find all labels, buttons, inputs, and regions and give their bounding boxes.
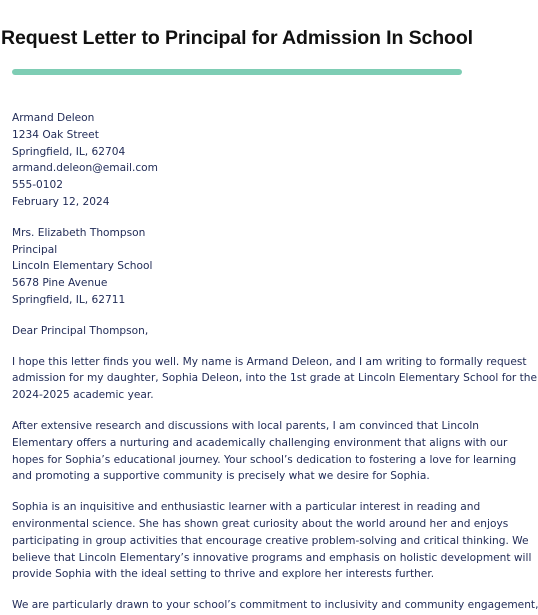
page-title: Request Letter to Principal for Admission In School [1, 27, 473, 49]
recipient-address-block [12, 225, 464, 309]
paragraph-line: participating in group activities that encourage creative problem-solving and critical thinking. We [12, 534, 529, 547]
paragraph-line: 2024-2025 academic year. [12, 389, 154, 402]
salutation-text: Dear Principal Thompson, [12, 324, 149, 337]
paragraph-4 [12, 597, 538, 614]
sender-address-block [12, 110, 464, 211]
recipient-city: Springfield, IL, 62711 [12, 293, 126, 306]
paragraph-line: believe that Lincoln Elementary’s innovative programs and emphasis on holistic development will [12, 551, 532, 564]
paragraph-line: I hope this letter finds you well. My name is Armand Deleon, and I am writing to formally request [12, 355, 527, 368]
paragraph-2 [12, 418, 517, 485]
recipient-street: 5678 Pine Avenue [12, 277, 108, 290]
paragraph-line: provide Sophia with the ideal setting to thrive and explore her interests further. [12, 568, 435, 581]
recipient-title: Principal [12, 243, 58, 256]
paragraph-3 [12, 499, 532, 583]
sender-street: 1234 Oak Street [12, 128, 99, 141]
paragraph-line: environmental science. She has shown great curiosity about the world around her and enjoys [12, 517, 509, 530]
paragraph-line: Sophia is an inquisitive and enthusiastic learner with a particular interest in reading and [12, 501, 481, 514]
recipient-name: Mrs. Elizabeth Thompson [12, 226, 146, 239]
sender-city: Springfield, IL, 62704 [12, 145, 126, 158]
paragraph-line: and promoting a supportive community is precisely what we desire for Sophia. [12, 470, 430, 483]
paragraph-line: After extensive research and discussions with local parents, I am convinced that Lincoln [12, 419, 480, 432]
paragraph-1 [12, 354, 538, 404]
sender-email: armand.deleon@email.com [12, 162, 158, 175]
salutation [12, 323, 464, 340]
paragraph-line: Elementary offers a nurturing and academically challenging environment that aligns with our [12, 436, 508, 449]
sender-name: Armand Deleon [12, 112, 95, 124]
recipient-school: Lincoln Elementary School [12, 260, 153, 273]
sender-phone: 555-0102 [12, 179, 64, 192]
paragraph-line: hopes for Sophia’s educational journey. Your school’s dedication to fostering a love for learning [12, 453, 517, 466]
letter-date: February 12, 2024 [12, 195, 110, 208]
paragraph-line: admission for my daughter, Sophia Deleon, into the 1st grade at Lincoln Elementary School for the [12, 372, 538, 385]
title-divider [12, 69, 462, 75]
paragraph-line: We are particularly drawn to your school’s commitment to inclusivity and community engagement, [12, 599, 538, 612]
letter-body [12, 110, 538, 614]
